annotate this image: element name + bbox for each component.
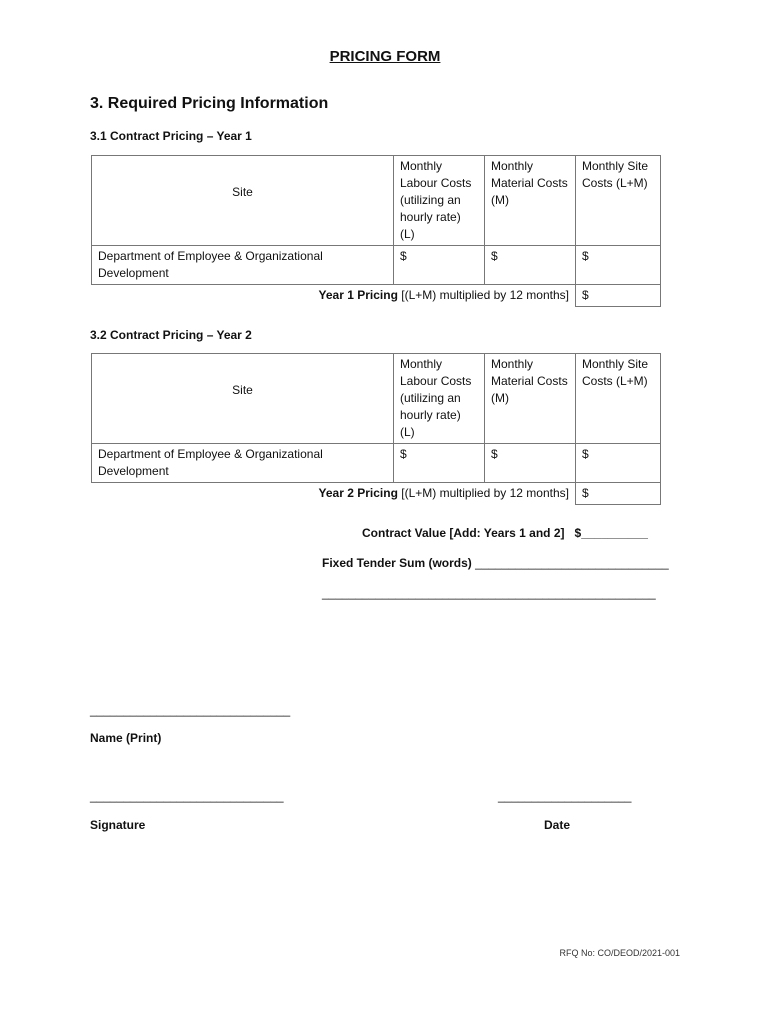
date-label: Date bbox=[544, 818, 571, 832]
fixed-tender-field-line-2[interactable]: __________________________________________________ bbox=[322, 586, 656, 600]
table-2-heading: 3.2 Contract Pricing – Year 2 bbox=[90, 328, 252, 342]
fixed-tender-label: Fixed Tender Sum (words) bbox=[322, 556, 472, 570]
pricing-table-year-1 bbox=[91, 155, 661, 307]
date-field[interactable]: ____________________ bbox=[498, 789, 632, 803]
footer-reference: RFQ No: CO/DEOD/2021-001 bbox=[559, 948, 680, 958]
column-header-site-costs: Monthly Site Costs (L+M) bbox=[576, 354, 661, 444]
contract-value-field[interactable]: $__________ bbox=[574, 526, 648, 540]
table-1-heading: 3.1 Contract Pricing – Year 1 bbox=[90, 129, 252, 143]
page-title: PRICING FORM bbox=[329, 48, 441, 65]
table-row bbox=[92, 246, 661, 285]
signature-label: Signature bbox=[90, 818, 146, 832]
fixed-tender-row bbox=[322, 556, 669, 570]
section-heading: 3. Required Pricing Information bbox=[90, 95, 329, 112]
site-cost-field[interactable]: $ bbox=[576, 246, 661, 285]
column-header-site: Site bbox=[92, 156, 394, 246]
labour-cost-field[interactable]: $ bbox=[394, 246, 485, 285]
fixed-tender-field-line-1[interactable]: _____________________________ bbox=[475, 556, 669, 570]
material-cost-field[interactable]: $ bbox=[485, 444, 576, 483]
year-2-total-field[interactable]: $ bbox=[576, 483, 661, 505]
name-print-field[interactable]: ______________________________ bbox=[90, 703, 291, 717]
column-header-material: Monthly Material Costs (M) bbox=[485, 156, 576, 246]
year-1-total-field[interactable]: $ bbox=[576, 285, 661, 307]
year-2-total-label: Year 2 Pricing [(L+M) multiplied by 12 months] bbox=[318, 486, 569, 500]
signature-field[interactable]: _____________________________ bbox=[90, 789, 284, 803]
column-header-labour: Monthly Labour Costs (utilizing an hourly rate) (L) bbox=[394, 354, 485, 444]
site-cost-field[interactable]: $ bbox=[576, 444, 661, 483]
labour-cost-field[interactable]: $ bbox=[394, 444, 485, 483]
column-header-site: Site bbox=[92, 354, 394, 444]
column-header-site-costs: Monthly Site Costs (L+M) bbox=[576, 156, 661, 246]
site-name-cell: Department of Employee & Organizational Development bbox=[92, 444, 394, 483]
contract-value-row bbox=[362, 526, 648, 540]
pricing-table-year-2 bbox=[91, 353, 661, 505]
table-row bbox=[92, 444, 661, 483]
column-header-labour: Monthly Labour Costs (utilizing an hourly rate) (L) bbox=[394, 156, 485, 246]
contract-value-label: Contract Value [Add: Years 1 and 2] bbox=[362, 526, 565, 540]
site-name-cell: Department of Employee & Organizational Development bbox=[92, 246, 394, 285]
column-header-material: Monthly Material Costs (M) bbox=[485, 354, 576, 444]
year-1-total-label: Year 1 Pricing [(L+M) multiplied by 12 months] bbox=[318, 288, 569, 302]
material-cost-field[interactable]: $ bbox=[485, 246, 576, 285]
name-print-label: Name (Print) bbox=[90, 731, 162, 745]
